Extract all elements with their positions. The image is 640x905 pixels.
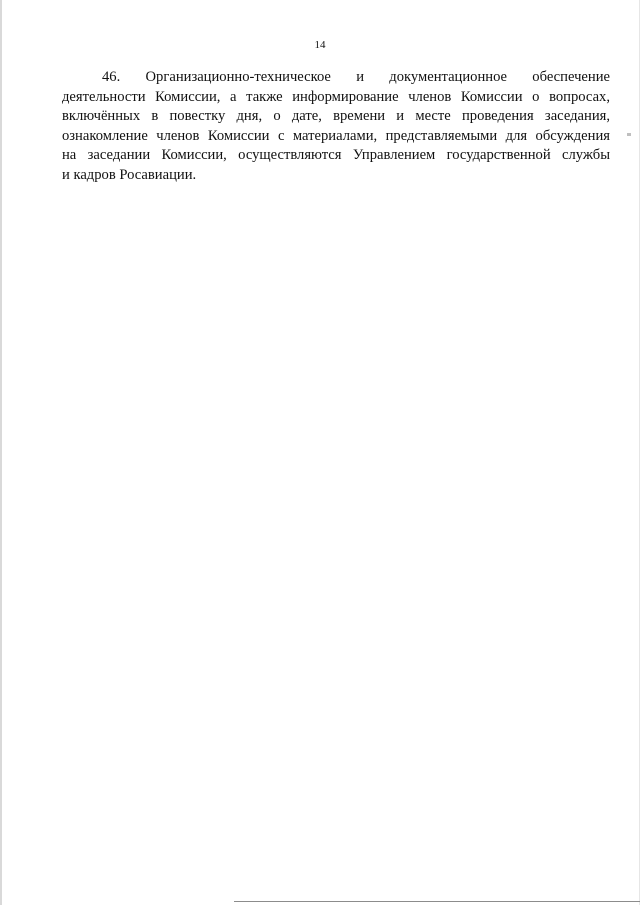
paragraph-line: на заседании Комиссии, осуществляются Управлением государственной службы bbox=[62, 147, 610, 164]
paragraph-line: 46. Организационно-техническое и документационное обеспечение bbox=[102, 69, 610, 85]
paragraph-line: включённых в повестку дня, о дате, времени и месте проведения заседания, bbox=[62, 108, 610, 125]
paragraph-46 bbox=[62, 68, 610, 186]
scan-artifact bbox=[627, 133, 631, 136]
paragraph-line: ознакомление членов Комиссии с материалами, представляемыми для обсуждения bbox=[62, 127, 610, 144]
page-number: 14 bbox=[314, 39, 326, 51]
scan-edge-left bbox=[0, 0, 2, 905]
paragraph-line: деятельности Комиссии, а также информирование членов Комиссии о вопросах, bbox=[62, 88, 610, 105]
bottom-scan-line bbox=[234, 901, 640, 902]
paragraph-line: и кадров Росавиации. bbox=[62, 166, 197, 183]
